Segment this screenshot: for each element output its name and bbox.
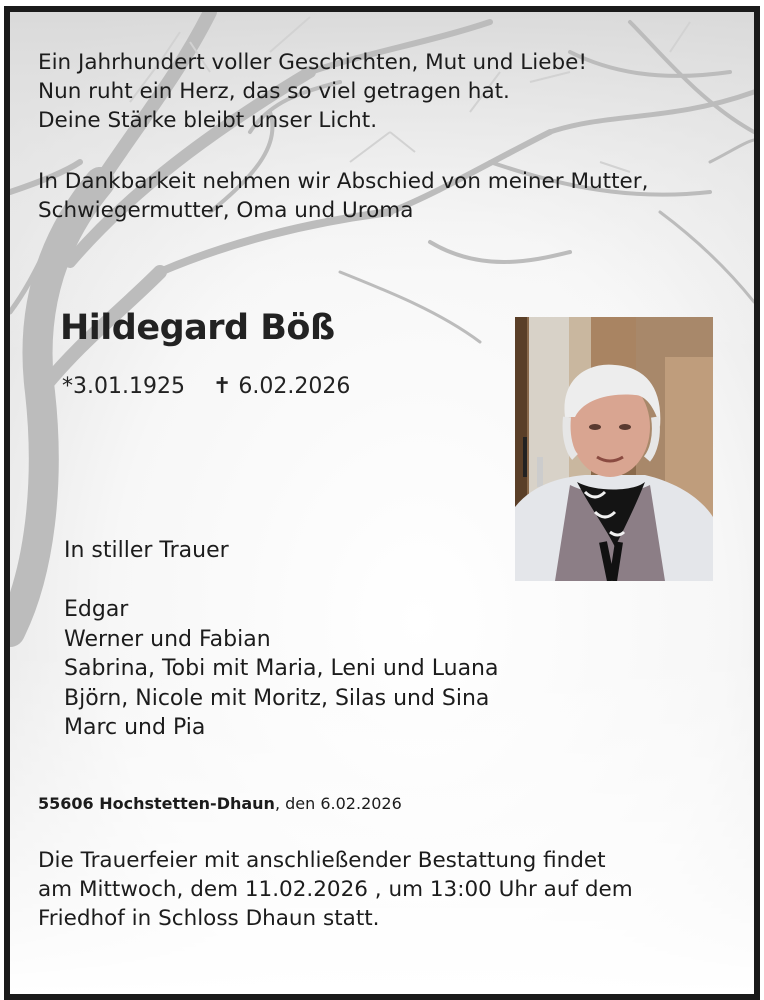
life-dates [62, 374, 350, 399]
place-and-date [38, 794, 402, 813]
memorial-verse [38, 48, 587, 135]
death-date: 6.02.2026 [238, 374, 351, 399]
mourner-line: Marc und Pia [64, 715, 206, 740]
funeral-info [38, 846, 633, 933]
verse-line: Nun ruht ein Herz, das so viel getragen hat. [38, 79, 510, 104]
notice-date: , den 6.02.2026 [274, 794, 402, 813]
verse-line: Deine Stärke bleibt unser Licht. [38, 108, 378, 133]
portrait-photo [515, 317, 713, 581]
cross-icon: ✝ [212, 374, 232, 399]
funeral-line: Die Trauerfeier mit anschließender Bestattung findet [38, 848, 606, 873]
birth-date: *3.01.1925 [62, 374, 185, 399]
mourners-list [64, 595, 498, 743]
postcode-city: 55606 Hochstetten-Dhaun [38, 794, 275, 813]
mourner-line: Werner und Fabian [64, 626, 271, 652]
mourner-line: Sabrina, Tobi mit Maria, Leni und Luana [64, 656, 499, 681]
mourner-line: Edgar [64, 597, 129, 622]
verse-line: Ein Jahrhundert voller Geschichten, Mut und Liebe! [38, 50, 587, 75]
intro-line: In Dankbarkeit nehmen wir Abschied von meiner Mutter, [38, 169, 649, 194]
funeral-line: Friedhof in Schloss Dhaun statt. [38, 906, 380, 931]
funeral-line: am Mittwoch, dem 11.02.2026 , um 13:00 Uhr auf dem [38, 877, 633, 902]
mourner-line: Björn, Nicole mit Moritz, Silas und Sina [64, 685, 490, 711]
deceased-name: Hildegard Böß [60, 308, 335, 348]
mourning-heading: In stiller Trauer [64, 538, 229, 563]
obituary-frame [4, 6, 760, 1000]
intro-line: Schwiegermutter, Oma und Uroma [38, 198, 414, 223]
farewell-intro [38, 167, 648, 225]
